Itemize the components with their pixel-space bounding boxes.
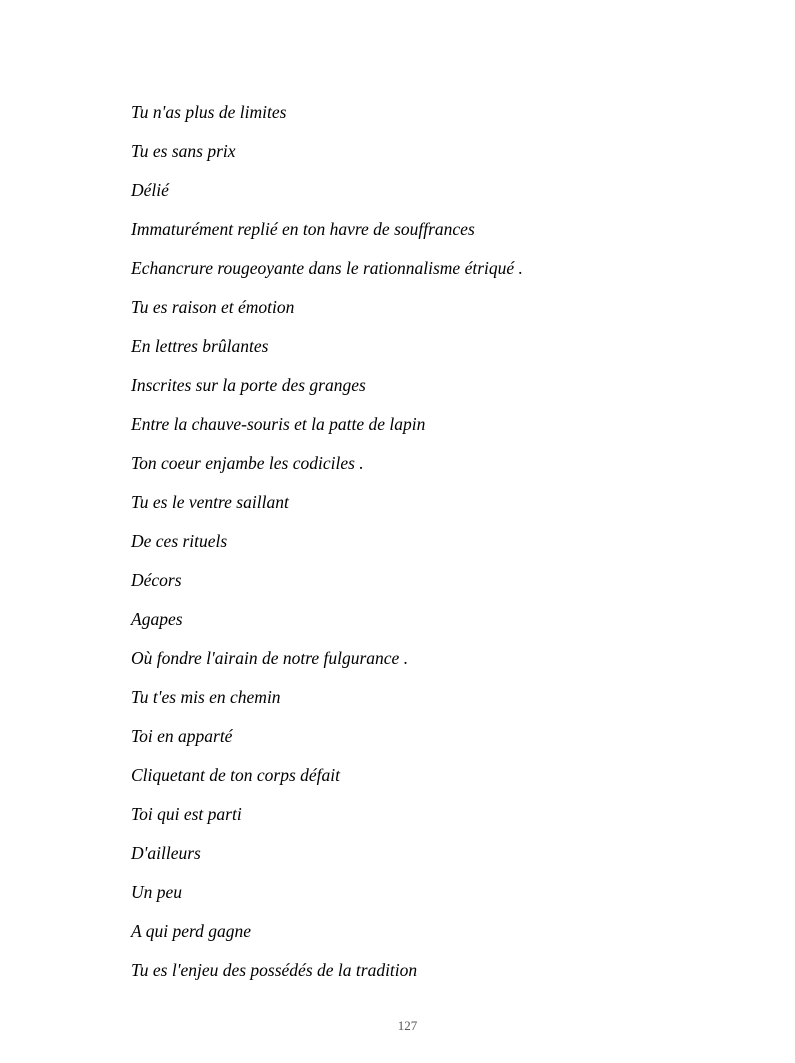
poem-line: Toi en apparté: [131, 726, 233, 746]
poem-line: Entre la chauve-souris et la patte de lapin: [131, 414, 426, 434]
poem-line: Tu es le ventre saillant: [131, 492, 289, 512]
poem-line: En lettres brûlantes: [131, 336, 269, 356]
poem-line: De ces rituels: [131, 531, 228, 551]
poem-line: Tu n'as plus de limites: [131, 102, 287, 122]
poem-line: Cliquetant de ton corps défait: [131, 765, 341, 785]
poem-line: Un peu: [131, 882, 183, 902]
poem-line: Inscrites sur la porte des granges: [131, 375, 366, 395]
poem-line: Tu es l'enjeu des possédés de la tradition: [131, 960, 418, 980]
poem-line: Echancrure rougeoyante dans le rationnalisme étriqué .: [131, 258, 523, 278]
poem-line: A qui perd gagne: [131, 921, 252, 941]
poem-line: Tu t'es mis en chemin: [131, 687, 281, 707]
poem-line: Décors: [131, 570, 182, 590]
poem-line: Ton coeur enjambe les codiciles .: [131, 453, 364, 473]
poem-line: Tu es sans prix: [131, 141, 236, 161]
poem-line: Toi qui est parti: [131, 804, 242, 824]
poem-line: Délié: [131, 180, 169, 200]
poem-text: [131, 100, 523, 997]
poem-line: Tu es raison et émotion: [131, 297, 295, 317]
page-number: 127: [397, 1018, 418, 1033]
poem-line: D'ailleurs: [131, 843, 201, 863]
poem-line: Agapes: [131, 609, 183, 629]
poem-line: Où fondre l'airain de notre fulgurance .: [131, 648, 409, 668]
poem-line: Immaturément replié en ton havre de souffrances: [131, 219, 475, 239]
